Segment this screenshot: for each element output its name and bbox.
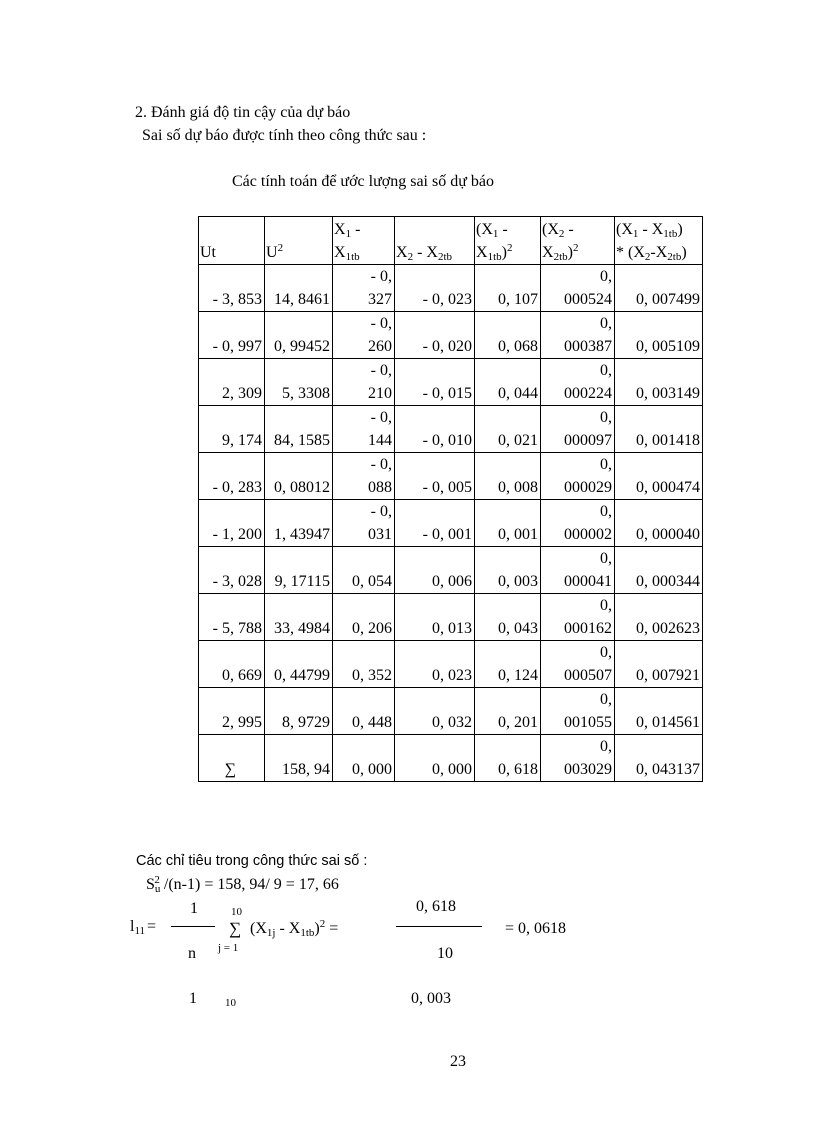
cell-dev-product: 0, 003149 bbox=[615, 359, 703, 406]
cell-x2-dev-squared: 0, 003029 bbox=[541, 735, 615, 782]
fraction-numerator: 0, 618 bbox=[416, 898, 456, 915]
cell-x1-deviation: - 0, 144 bbox=[333, 406, 395, 453]
cell-dev-product: 0, 043137 bbox=[615, 735, 703, 782]
cell-ut: 2, 309 bbox=[199, 359, 265, 406]
header-x2-minus-x2tb: $X_2 - X_{2tb}$ bbox=[395, 217, 475, 265]
cell-x1-dev-squared: 0, 021 bbox=[475, 406, 541, 453]
sum-lower-limit: j = 1 bbox=[218, 942, 239, 954]
cell-ut: - 5, 788 bbox=[199, 594, 265, 641]
cell-ut: - 0, 997 bbox=[199, 312, 265, 359]
cell-x1-dev-squared: 0, 107 bbox=[475, 265, 541, 312]
criteria-intro: Các chỉ tiêu trong công thức sai số : bbox=[136, 853, 368, 869]
cell-x1-dev-squared: 0, 044 bbox=[475, 359, 541, 406]
coef-numerator: 1 bbox=[190, 900, 198, 917]
cell-x2-dev-squared: 0, 000387 bbox=[541, 312, 615, 359]
table-row bbox=[199, 406, 703, 453]
cell-x2-deviation: 0, 023 bbox=[395, 641, 475, 688]
header-dev-product: $(X_1 - X_{1tb})$ * $(X_2-X_{2tb})$ bbox=[615, 217, 703, 265]
cell-u-squared: 9, 17115 bbox=[265, 547, 333, 594]
table-row bbox=[199, 500, 703, 547]
cell-dev-product: 0, 005109 bbox=[615, 312, 703, 359]
cell-x2-dev-squared: 0, 000002 bbox=[541, 500, 615, 547]
cell-ut: - 3, 853 bbox=[199, 265, 265, 312]
cell-ut: 9, 174 bbox=[199, 406, 265, 453]
cell-dev-product: 0, 014561 bbox=[615, 688, 703, 735]
cell-x2-deviation: - 0, 005 bbox=[395, 453, 475, 500]
table-row bbox=[199, 359, 703, 406]
cell-x2-deviation: - 0, 023 bbox=[395, 265, 475, 312]
second-coef-numerator: 1 bbox=[189, 990, 197, 1007]
sum-term: $(X_{1j} - X_{1tb})^2$ = bbox=[250, 918, 339, 939]
cell-x2-dev-squared: 0, 000097 bbox=[541, 406, 615, 453]
table-row bbox=[199, 312, 703, 359]
cell-u-squared: 0, 08012 bbox=[265, 453, 333, 500]
table-row bbox=[199, 547, 703, 594]
cell-x1-deviation: 0, 448 bbox=[333, 688, 395, 735]
cell-x2-deviation: - 0, 001 bbox=[395, 500, 475, 547]
table-row bbox=[199, 453, 703, 500]
cell-u-squared: 158, 94 bbox=[265, 735, 333, 782]
header-u-squared: $U^2$ bbox=[265, 217, 333, 265]
page-number: 23 bbox=[450, 1053, 466, 1070]
cell-dev-product: 0, 000040 bbox=[615, 500, 703, 547]
cell-x2-deviation: - 0, 020 bbox=[395, 312, 475, 359]
cell-ut: ∑ bbox=[199, 735, 265, 782]
cell-x1-deviation: - 0, 031 bbox=[333, 500, 395, 547]
cell-x2-deviation: 0, 000 bbox=[395, 735, 475, 782]
cell-x2-deviation: 0, 006 bbox=[395, 547, 475, 594]
cell-x1-dev-squared: 0, 043 bbox=[475, 594, 541, 641]
cell-x2-dev-squared: 0, 000162 bbox=[541, 594, 615, 641]
coef-fraction-bar bbox=[171, 926, 215, 927]
cell-x1-dev-squared: 0, 003 bbox=[475, 547, 541, 594]
cell-dev-product: 0, 001418 bbox=[615, 406, 703, 453]
cell-x1-deviation: 0, 054 bbox=[333, 547, 395, 594]
l11-symbol: l bbox=[130, 918, 135, 935]
cell-dev-product: 0, 000474 bbox=[615, 453, 703, 500]
cell-u-squared: 33, 4984 bbox=[265, 594, 333, 641]
cell-x1-deviation: - 0, 260 bbox=[333, 312, 395, 359]
fraction-denominator: 10 bbox=[437, 945, 453, 962]
cell-x2-deviation: - 0, 010 bbox=[395, 406, 475, 453]
cell-dev-product: 0, 002623 bbox=[615, 594, 703, 641]
cell-dev-product: 0, 007499 bbox=[615, 265, 703, 312]
table-caption: Các tính toán để ước lượng sai số dự báo bbox=[232, 173, 494, 190]
second-fraction-numerator: 0, 003 bbox=[411, 990, 451, 1007]
cell-u-squared: 84, 1585 bbox=[265, 406, 333, 453]
cell-x1-dev-squared: 0, 124 bbox=[475, 641, 541, 688]
cell-u-squared: 1, 43947 bbox=[265, 500, 333, 547]
header-x1-minus-x1tb: $X_1$ - $X_{1tb}$ bbox=[333, 217, 395, 265]
cell-x1-deviation: 0, 000 bbox=[333, 735, 395, 782]
cell-ut: - 3, 028 bbox=[199, 547, 265, 594]
section-heading: 2. Đánh giá độ tin cậy của dự báo bbox=[135, 104, 351, 121]
cell-ut: - 1, 200 bbox=[199, 500, 265, 547]
cell-x2-dev-squared: 0, 001055 bbox=[541, 688, 615, 735]
su-formula: $S_u^2$ /(n-1) = 158, 94/ 9 = 17, 66 bbox=[146, 874, 339, 895]
cell-x2-deviation: 0, 013 bbox=[395, 594, 475, 641]
cell-x1-deviation: - 0, 327 bbox=[333, 265, 395, 312]
header-x2-dev-squared: ($X_2$ - $X_{2tb})^2$ bbox=[541, 217, 615, 265]
cell-dev-product: 0, 000344 bbox=[615, 547, 703, 594]
cell-ut: - 0, 283 bbox=[199, 453, 265, 500]
table-header-row bbox=[199, 217, 703, 265]
header-ut: Ut bbox=[199, 217, 265, 265]
table-row bbox=[199, 265, 703, 312]
cell-u-squared: 0, 44799 bbox=[265, 641, 333, 688]
cell-x1-deviation: - 0, 088 bbox=[333, 453, 395, 500]
table-body bbox=[199, 265, 703, 782]
cell-x1-dev-squared: 0, 068 bbox=[475, 312, 541, 359]
table-row bbox=[199, 641, 703, 688]
cell-dev-product: 0, 007921 bbox=[615, 641, 703, 688]
cell-x2-dev-squared: 0, 000029 bbox=[541, 453, 615, 500]
cell-x2-deviation: 0, 032 bbox=[395, 688, 475, 735]
cell-x2-dev-squared: 0, 000507 bbox=[541, 641, 615, 688]
cell-x2-deviation: - 0, 015 bbox=[395, 359, 475, 406]
cell-x2-dev-squared: 0, 000524 bbox=[541, 265, 615, 312]
cell-u-squared: 14, 8461 bbox=[265, 265, 333, 312]
cell-x1-deviation: 0, 206 bbox=[333, 594, 395, 641]
coef-denominator: n bbox=[188, 945, 196, 962]
cell-u-squared: 5, 3308 bbox=[265, 359, 333, 406]
intro-line: Sai số dự báo được tính theo công thức sau : bbox=[142, 127, 427, 144]
sum-symbol: ∑ bbox=[229, 919, 242, 938]
cell-x1-dev-squared: 0, 008 bbox=[475, 453, 541, 500]
table-row bbox=[199, 688, 703, 735]
cell-ut: 2, 995 bbox=[199, 688, 265, 735]
cell-x1-deviation: 0, 352 bbox=[333, 641, 395, 688]
cell-x1-dev-squared: 0, 001 bbox=[475, 500, 541, 547]
fraction-bar bbox=[396, 926, 482, 927]
cell-u-squared: 8, 9729 bbox=[265, 688, 333, 735]
cell-u-squared: 0, 99452 bbox=[265, 312, 333, 359]
header-x1-dev-squared: ($X_1$ - $X_{1tb})^2$ bbox=[475, 217, 541, 265]
cell-x2-dev-squared: 0, 000224 bbox=[541, 359, 615, 406]
second-sum-upper-limit: 10 bbox=[225, 997, 236, 1009]
cell-x1-deviation: - 0, 210 bbox=[333, 359, 395, 406]
sum-upper-limit: 10 bbox=[231, 906, 242, 918]
cell-x1-dev-squared: 0, 618 bbox=[475, 735, 541, 782]
cell-ut: 0, 669 bbox=[199, 641, 265, 688]
formula-result: = 0, 0618 bbox=[505, 920, 567, 937]
cell-x2-dev-squared: 0, 000041 bbox=[541, 547, 615, 594]
calculation-table bbox=[198, 216, 703, 782]
table-row bbox=[199, 594, 703, 641]
table-total-row bbox=[199, 735, 703, 782]
cell-x1-dev-squared: 0, 201 bbox=[475, 688, 541, 735]
